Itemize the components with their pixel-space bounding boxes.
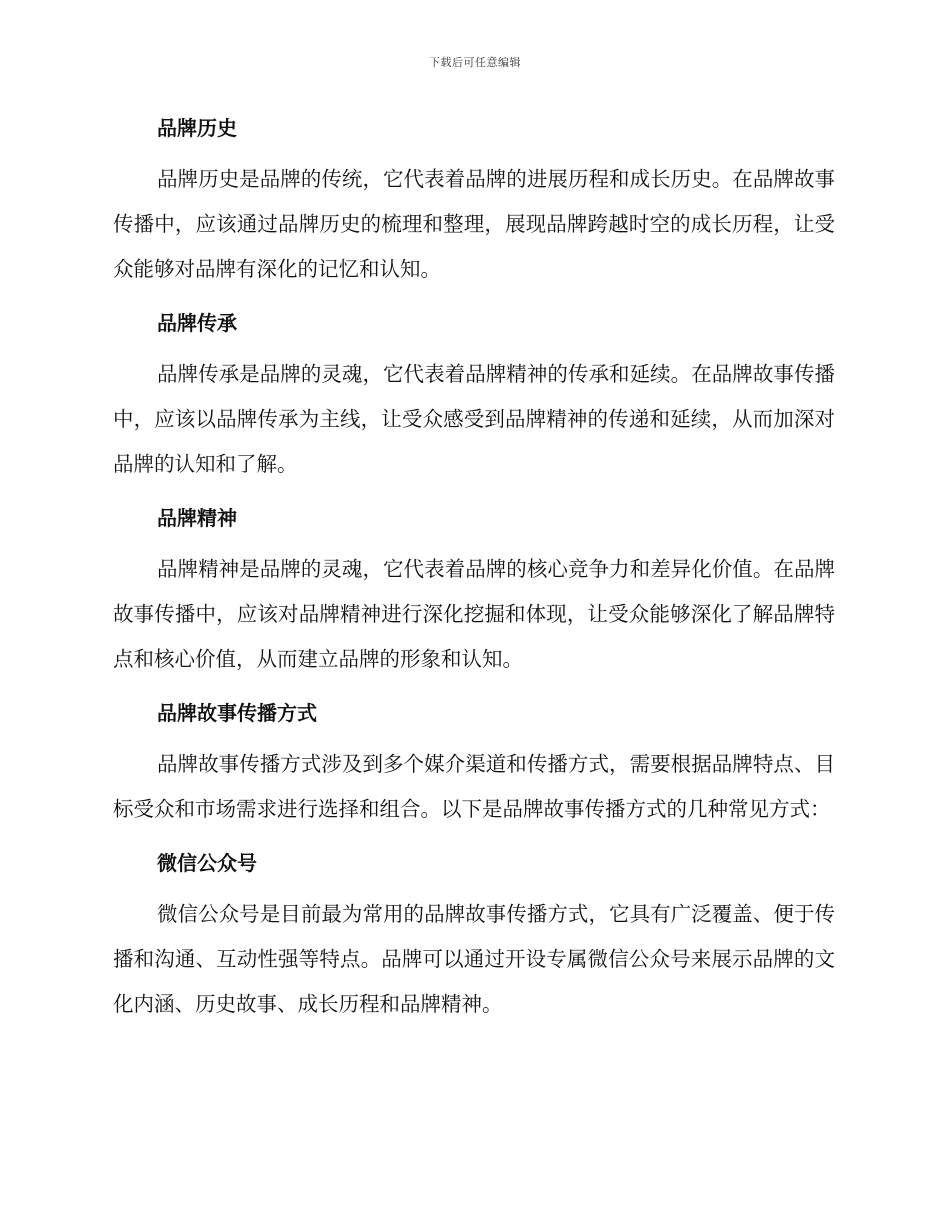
section-paragraph: 品牌历史是品牌的传统，它代表着品牌的进展历程和成长历史。在品牌故事传播中，应该通过品牌历史的梳理和整理，展现品牌跨越时空的成长历程，让受众能够对品牌有深化的记忆和认知。 [113, 167, 835, 281]
section-paragraph: 品牌故事传播方式涉及到多个媒介渠道和传播方式，需要根据品牌特点、目标受众和市场需求进行选择和组合。以下是品牌故事传播方式的几种常见方式： [113, 752, 835, 821]
section-paragraph: 品牌精神是品牌的灵魂，它代表着品牌的核心竞争力和差异化价值。在品牌故事传播中，应该对品牌精神进行深化挖掘和体现，让受众能够深化了解品牌特点和核心价值，从而建立品牌的形象和认知。 [113, 557, 835, 671]
section-brand-heritage [113, 307, 835, 487]
section-heading: 品牌历史 [157, 116, 237, 140]
page-header: 下载后可任意编辑 [429, 56, 521, 69]
section-wechat-official-account [113, 847, 835, 1027]
section-paragraph: 微信公众号是目前最为常用的品牌故事传播方式，它具有广泛覆盖、便于传播和沟通、互动性强等特点。品牌可以通过开设专属微信公众号来展示品牌的文化内涵、历史故事、成长历程和品牌精神。 [113, 902, 835, 1016]
section-heading: 品牌传承 [157, 311, 237, 335]
section-brand-history [113, 112, 835, 292]
section-heading: 品牌精神 [157, 506, 237, 530]
section-paragraph: 品牌传承是品牌的灵魂，它代表着品牌精神的传承和延续。在品牌故事传播中，应该以品牌传承为主线，让受众感受到品牌精神的传递和延续，从而加深对品牌的认知和了解。 [113, 362, 835, 476]
section-story-channels [113, 697, 835, 832]
section-heading: 品牌故事传播方式 [157, 701, 317, 725]
section-brand-spirit [113, 502, 835, 682]
section-heading: 微信公众号 [157, 851, 257, 875]
document-body [113, 112, 835, 1042]
